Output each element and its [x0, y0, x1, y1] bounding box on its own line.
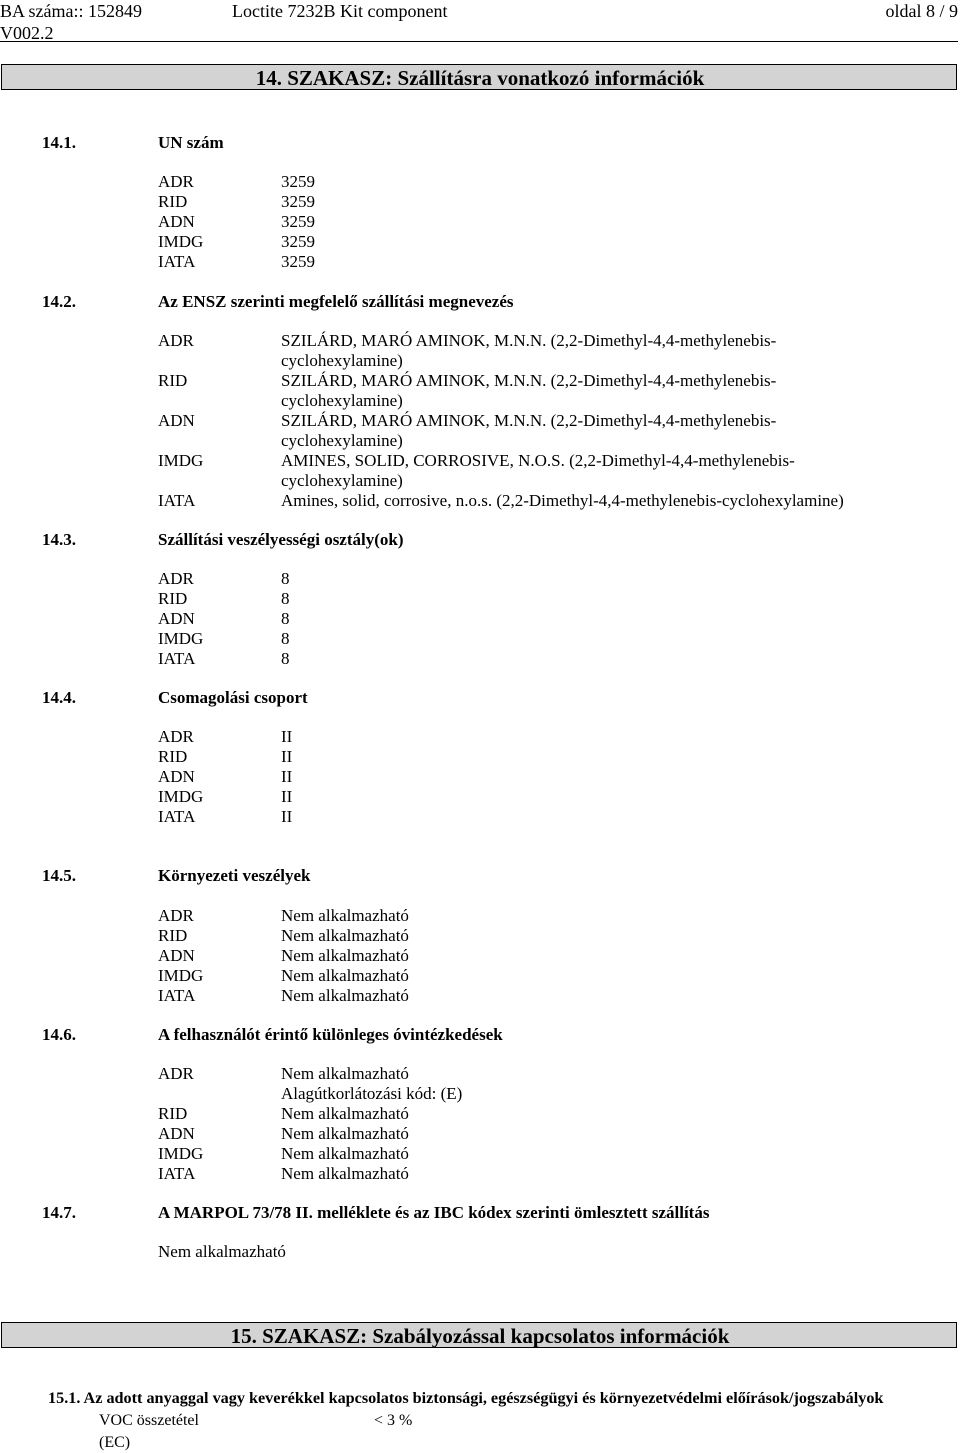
- subsection-14-2-title: Az ENSZ szerinti megfelelő szállítási megnevezés: [158, 292, 514, 311]
- transport-mode-label: RID: [158, 747, 188, 766]
- transport-mode-label: IATA: [158, 1164, 196, 1183]
- subsection-15-1-title: 15.1. Az adott anyaggal vagy keverékkel kapcsolatos biztonsági, egészségügyi és környezetvédelmi előírások/jogszabályok: [48, 1389, 884, 1407]
- transport-mode-label: IATA: [158, 807, 196, 826]
- special-precaution-value: Nem alkalmazható: [281, 1124, 409, 1143]
- subsection-14-5-number: 14.5.: [42, 866, 76, 885]
- transport-mode-label: RID: [158, 1104, 188, 1123]
- special-precaution-value: Nem alkalmazható: [281, 1144, 409, 1163]
- subsection-14-5-title: Környezeti veszélyek: [158, 866, 311, 885]
- transport-mode-label: RID: [158, 192, 188, 211]
- shipping-name-continuation: cyclohexylamine): [281, 351, 403, 370]
- un-number-value: 3259: [281, 192, 315, 211]
- version: V002.2: [0, 23, 54, 43]
- packing-group-value: II: [281, 787, 293, 806]
- subsection-14-4-number: 14.4.: [42, 688, 76, 707]
- transport-mode-label: ADN: [158, 946, 195, 965]
- environmental-hazard-value: Nem alkalmazható: [281, 946, 409, 965]
- shipping-name-value: SZILÁRD, MARÓ AMINOK, M.N.N. (2,2-Dimethyl-4,4-methylenebis-: [281, 331, 777, 350]
- hazard-class-value: 8: [281, 609, 290, 628]
- shipping-name-continuation: cyclohexylamine): [281, 391, 403, 410]
- transport-mode-label: IMDG: [158, 629, 204, 648]
- transport-mode-label: ADR: [158, 331, 194, 350]
- subsection-14-6-title: A felhasználót érintő különleges óvintézkedések: [158, 1025, 503, 1044]
- transport-mode-label: RID: [158, 371, 188, 390]
- subsection-14-4-title: Csomagolási csoport: [158, 688, 308, 707]
- shipping-name-continuation: cyclohexylamine): [281, 471, 403, 490]
- packing-group-value: II: [281, 807, 293, 826]
- transport-mode-label: IMDG: [158, 1144, 204, 1163]
- environmental-hazard-value: Nem alkalmazható: [281, 926, 409, 945]
- transport-mode-label: RID: [158, 926, 188, 945]
- packing-group-value: II: [281, 767, 293, 786]
- subsection-14-2-number: 14.2.: [42, 292, 76, 311]
- shipping-name-value: AMINES, SOLID, CORROSIVE, N.O.S. (2,2-Dimethyl-4,4-methylenebis-: [281, 451, 795, 470]
- transport-mode-label: IMDG: [158, 232, 204, 251]
- un-number-value: 3259: [281, 232, 315, 251]
- special-precaution-value: Nem alkalmazható: [281, 1164, 409, 1183]
- transport-mode-label: ADN: [158, 411, 195, 430]
- tunnel-code-value: Alagútkorlátozási kód: (E): [281, 1084, 463, 1103]
- transport-mode-label: ADR: [158, 727, 194, 746]
- subsection-14-1-title: UN szám: [158, 133, 224, 152]
- transport-mode-label: ADR: [158, 569, 194, 588]
- subsection-14-7-title: A MARPOL 73/78 II. melléklete és az IBC kódex szerinti ömlesztett szállítás: [158, 1203, 710, 1222]
- subsection-14-7-number: 14.7.: [42, 1203, 76, 1222]
- transport-mode-label: IATA: [158, 649, 196, 668]
- transport-mode-label: ADN: [158, 212, 195, 231]
- transport-mode-label: IATA: [158, 491, 196, 510]
- transport-mode-label: ADR: [158, 172, 194, 191]
- transport-mode-label: ADN: [158, 1124, 195, 1143]
- transport-mode-label: RID: [158, 589, 188, 608]
- shipping-name-continuation: cyclohexylamine): [281, 431, 403, 450]
- hazard-class-value: 8: [281, 589, 290, 608]
- section-14-title: 14. SZAKASZ: Szállításra vonatkozó információk: [255, 66, 705, 90]
- shipping-name-value: SZILÁRD, MARÓ AMINOK, M.N.N. (2,2-Dimethyl-4,4-methylenebis-: [281, 411, 777, 430]
- voc-value: < 3 %: [374, 1412, 413, 1429]
- packing-group-value: II: [281, 747, 293, 766]
- voc-label-ec: (EC): [99, 1434, 131, 1451]
- subsection-14-3-number: 14.3.: [42, 530, 76, 549]
- section-15-title: 15. SZAKASZ: Szabályozással kapcsolatos információk: [230, 1324, 730, 1348]
- hazard-class-value: 8: [281, 649, 290, 668]
- transport-mode-label: IATA: [158, 252, 196, 271]
- hazard-class-value: 8: [281, 569, 290, 588]
- transport-mode-label: ADR: [158, 906, 194, 925]
- un-number-value: 3259: [281, 252, 315, 271]
- subsection-14-1-number: 14.1.: [42, 133, 76, 152]
- marpol-value: Nem alkalmazható: [158, 1242, 286, 1261]
- header-divider: [0, 41, 958, 42]
- transport-mode-label: ADR: [158, 1064, 194, 1083]
- subsection-14-6-number: 14.6.: [42, 1025, 76, 1044]
- hazard-class-value: 8: [281, 629, 290, 648]
- shipping-name-value: Amines, solid, corrosive, n.o.s. (2,2-Dimethyl-4,4-methylenebis-cyclohexylamine): [281, 491, 844, 510]
- environmental-hazard-value: Nem alkalmazható: [281, 986, 409, 1005]
- special-precaution-value: Nem alkalmazható: [281, 1064, 409, 1083]
- transport-mode-label: IMDG: [158, 966, 204, 985]
- transport-mode-label: IATA: [158, 986, 196, 1005]
- un-number-value: 3259: [281, 172, 315, 191]
- special-precaution-value: Nem alkalmazható: [281, 1104, 409, 1123]
- environmental-hazard-value: Nem alkalmazható: [281, 906, 409, 925]
- voc-label: VOC összetétel: [99, 1412, 199, 1429]
- page-number: oldal 8 / 9: [885, 1, 958, 21]
- subsection-14-3-title: Szállítási veszélyességi osztály(ok): [158, 530, 404, 549]
- transport-mode-label: ADN: [158, 609, 195, 628]
- shipping-name-value: SZILÁRD, MARÓ AMINOK, M.N.N. (2,2-Dimethyl-4,4-methylenebis-: [281, 371, 777, 390]
- environmental-hazard-value: Nem alkalmazható: [281, 966, 409, 985]
- transport-mode-label: IMDG: [158, 451, 204, 470]
- document-number: BA száma:: 152849: [0, 1, 142, 21]
- product-name: Loctite 7232B Kit component: [232, 1, 448, 21]
- packing-group-value: II: [281, 727, 293, 746]
- transport-mode-label: ADN: [158, 767, 195, 786]
- un-number-value: 3259: [281, 212, 315, 231]
- transport-mode-label: IMDG: [158, 787, 204, 806]
